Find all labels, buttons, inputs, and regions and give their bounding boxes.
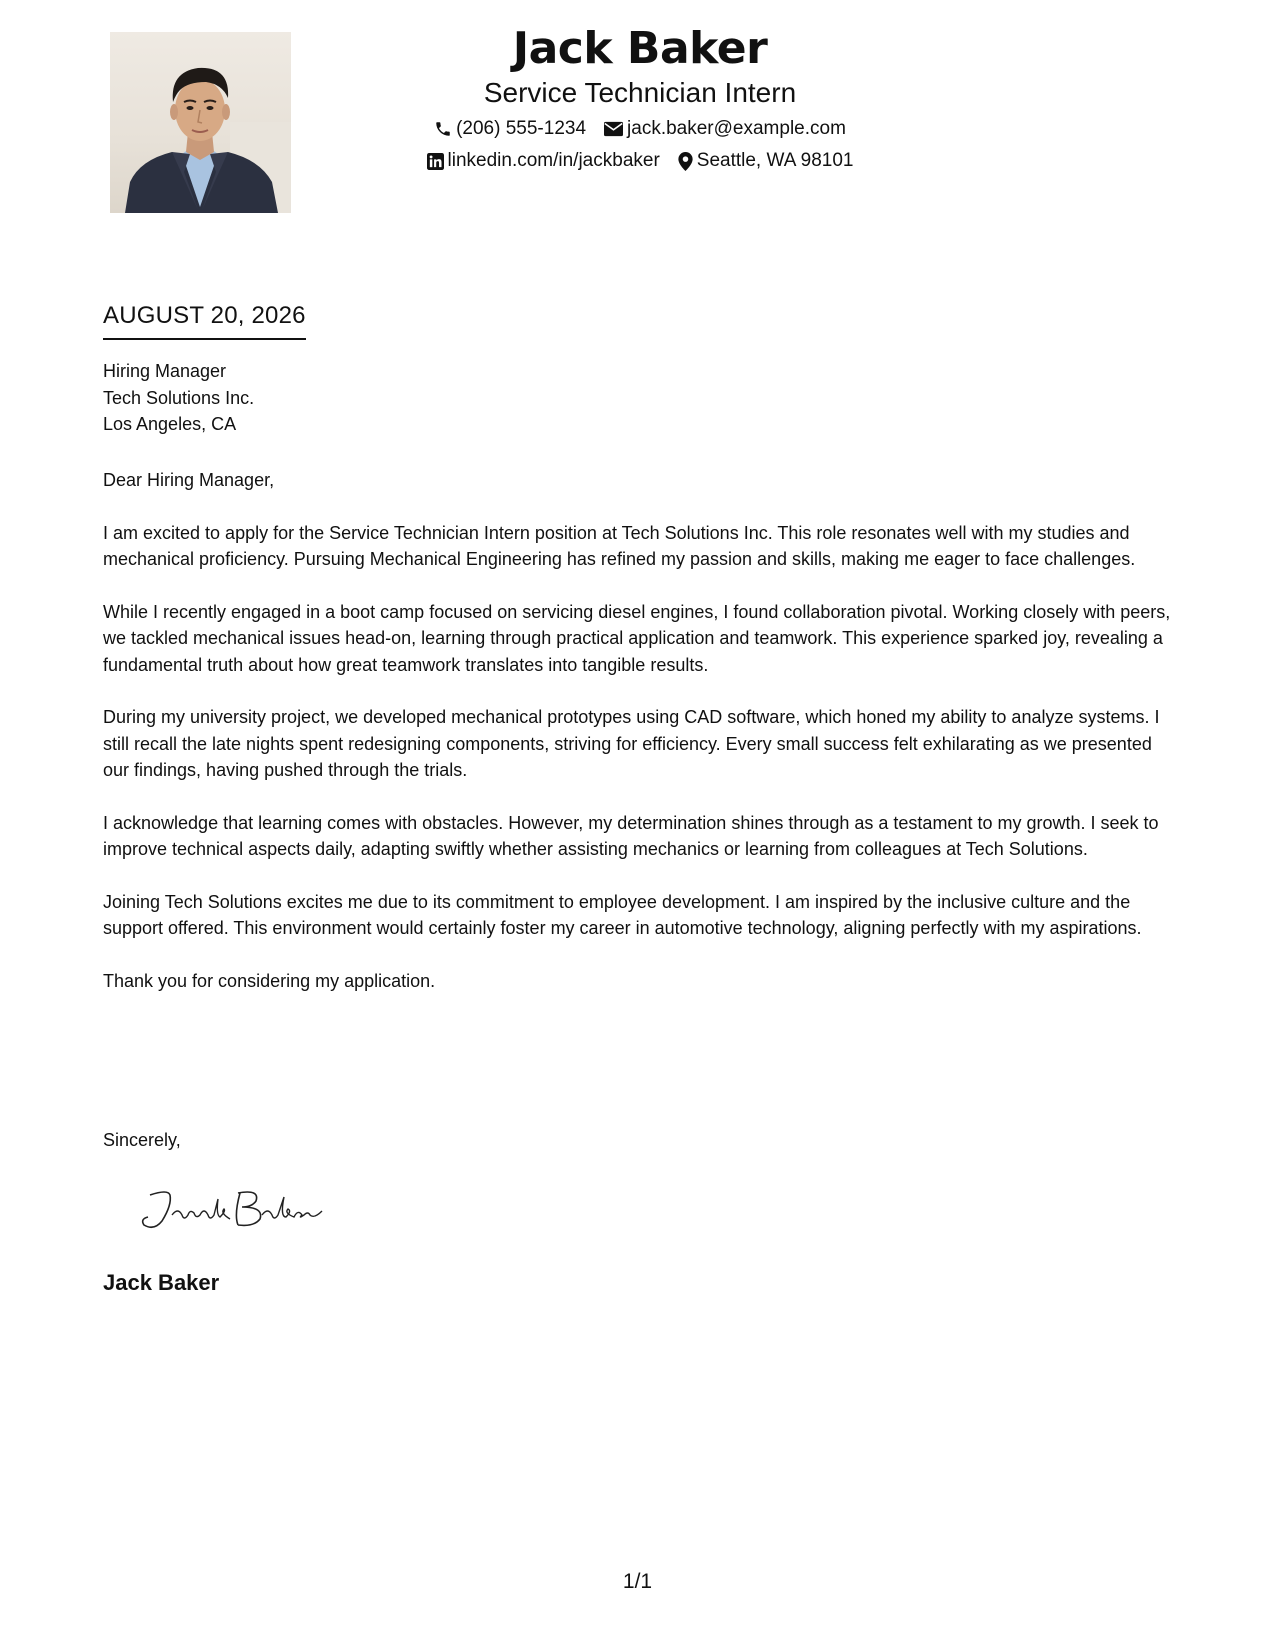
body-paragraph: I acknowledge that learning comes with obstacles. However, my determination shines through as a testament to my growth. I seek to improve technical aspects daily, adapting swiftly whether assisting mechanics or learning from colleagues at Tech Solutions. — [103, 812, 1159, 859]
contact-email[interactable] — [604, 116, 846, 142]
handwritten-signature — [138, 1185, 328, 1240]
body-paragraph: Thank you for considering my application. — [103, 970, 436, 991]
body-paragraph: Joining Tech Solutions excites me due to its commitment to employee development. I am inspired by the inclusive culture and the support offered. This environment would certainly foster my career in automotive technology, aligning perfectly with my aspirations. — [103, 891, 1142, 938]
contact-line-1 — [340, 116, 940, 142]
page-number: 1/1 — [622, 1570, 653, 1593]
contact-line-2 — [340, 148, 940, 174]
body-paragraph: While I recently engaged in a boot camp focused on servicing diesel engines, I found collaboration pivotal. Working closely with peers, we tackled mechanical issues head-on, learning through practical application and teamwork. This experience sparked joy, revealing a fundamental truth about how great teamwork translates into tangible results. — [103, 601, 1171, 675]
email-text: jack.baker@example.com — [627, 118, 846, 139]
signed-name: Jack Baker — [103, 1270, 220, 1295]
map-pin-icon — [678, 152, 693, 171]
letter-body — [103, 467, 1178, 1020]
letter-header — [340, 22, 940, 174]
recipient-line: Hiring Manager — [103, 361, 227, 381]
contact-phone[interactable] — [434, 116, 586, 142]
contact-linkedin[interactable] — [427, 148, 660, 174]
recipient-line: Tech Solutions Inc. — [103, 387, 255, 408]
body-paragraph: During my university project, we developed mechanical prototypes using CAD software, which honed my ability to analyze systems. I still recall the late nights spent redesigning components, striving for efficiency. Every small success felt exhilarating as we presented our findings, having pushed through the trials. — [103, 707, 1160, 780]
envelope-icon — [604, 121, 623, 137]
linkedin-text: linkedin.com/in/jackbaker — [447, 150, 660, 171]
phone-icon — [434, 120, 452, 138]
closing: Sincerely, — [103, 1130, 181, 1150]
linkedin-icon — [427, 153, 444, 170]
profile-photo-illustration — [110, 32, 291, 213]
recipient-block — [103, 358, 254, 438]
phone-text: (206) 555-1234 — [456, 118, 587, 139]
signature-drawing — [138, 1185, 328, 1235]
applicant-job-title: Service Technician Intern — [483, 77, 797, 108]
location-text: Seattle, WA 98101 — [696, 150, 854, 171]
contact-location — [678, 148, 854, 174]
letter-date: AUGUST 20, 2026 — [103, 300, 306, 340]
applicant-name: Jack Baker — [512, 23, 768, 74]
salutation: Dear Hiring Manager, — [103, 470, 275, 490]
profile-photo — [110, 32, 291, 213]
body-paragraph: I am excited to apply for the Service Technician Intern position at Tech Solutions Inc. This role resonates well with my studies and mechanical proficiency. Pursuing Mechanical Engineering has refined my passion and skills, making me eager to face challenges. — [103, 522, 1136, 569]
recipient-line: Los Angeles, CA — [103, 414, 237, 434]
